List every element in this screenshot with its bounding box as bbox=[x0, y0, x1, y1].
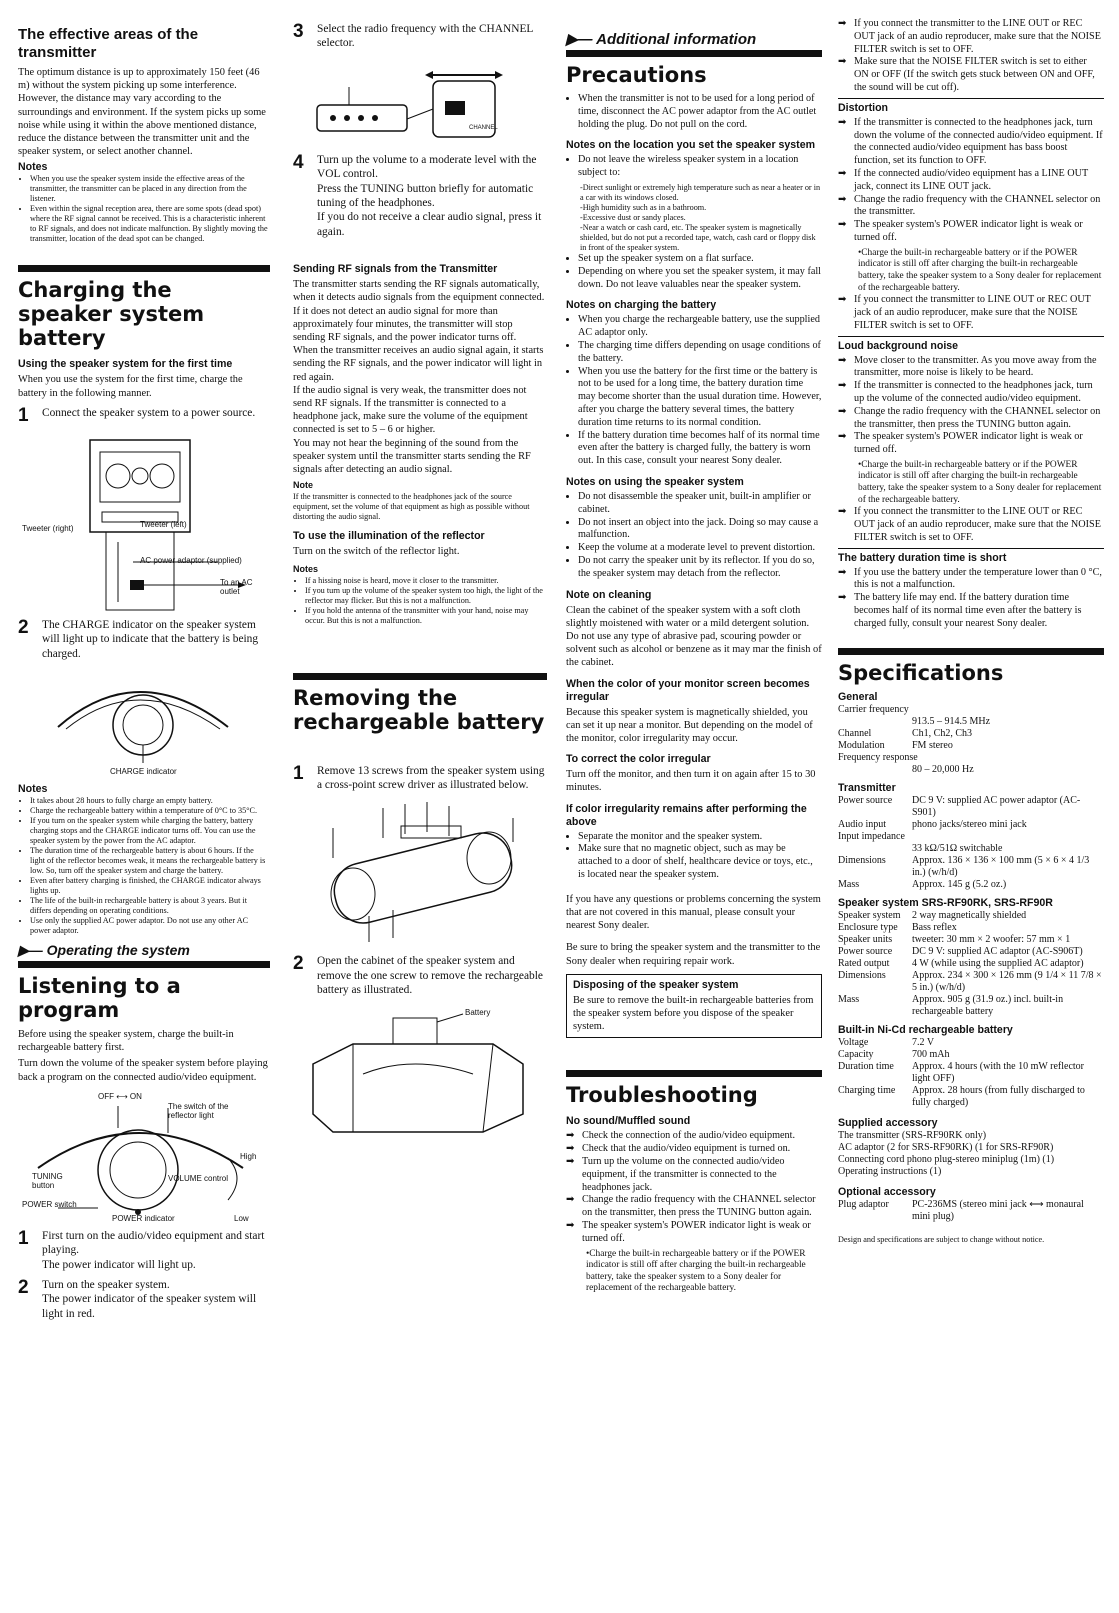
cleaning-heading: Note on cleaning bbox=[566, 588, 652, 601]
spec-value: Approx. 136 × 136 × 100 mm (5 × 6 × 4 1/3 in.) (w/h/d) bbox=[912, 854, 1090, 878]
off-on-label: OFF ⟷ ON bbox=[98, 1091, 142, 1101]
distortion-item: ➡ If the transmitter is connected to the headphones jack, turn down the volume of the connected audio/video equipment. If the connected audio/video equipment has bass boost function, set its function to OFF. bbox=[854, 117, 1104, 168]
step-number: 2 bbox=[18, 1277, 29, 1299]
troubleshooting-heading: Troubleshooting bbox=[566, 1083, 758, 1108]
step-text: If you do not receive a clear audio signal, press it again. bbox=[317, 211, 542, 238]
spec-value: phono jacks/stereo mini jack bbox=[912, 818, 1027, 830]
location-heading: Notes on the location you set the speaker system bbox=[566, 139, 816, 152]
distortion-list bbox=[838, 117, 1104, 245]
spec-value: DC 9 V: supplied AC power adaptor (AC-S901) bbox=[912, 794, 1081, 818]
note-item: • If you hold the antenna of the transmitter with your hand, noise may occur. But this is not a malfunction. bbox=[305, 606, 547, 626]
remove-step-2 bbox=[293, 954, 547, 997]
nosound-item: ➡ Turn up the volume on the connected audio/video equipment, if the transmitter is connected to the headphones jack. bbox=[582, 1156, 822, 1194]
additional-heading-text: Additional information bbox=[596, 31, 757, 48]
remains-item: • Make sure that no magnetic object, such as may be attached to a door of shelf, healthcare device or toys, etc., is located near the speaker system. bbox=[578, 843, 822, 881]
location-item: • Set up the speaker system on a flat surface. bbox=[578, 253, 822, 266]
spec-key: Voltage bbox=[838, 1036, 869, 1048]
specifications-heading: Specifications bbox=[838, 660, 1004, 685]
column-2 bbox=[293, 0, 547, 1138]
spec-value: Approx. 4 hours (with the 10 mW reflector light OFF) bbox=[912, 1060, 1084, 1084]
high-label: High bbox=[240, 1151, 257, 1161]
location-subitem: -High humidity such as in a bathroom. bbox=[580, 202, 707, 212]
nosound-item: ➡ Check that the audio/video equipment is turned on. bbox=[582, 1143, 822, 1156]
top-list bbox=[838, 18, 1104, 95]
note-item: • It takes about 28 hours to fully charge an empty battery. bbox=[30, 796, 270, 806]
spec-key: Mass bbox=[838, 878, 860, 890]
note-item: • When you use the speaker system inside the effective areas of the transmitter, the transmitter can be placed in any direction from the listener. bbox=[30, 174, 270, 204]
note-text: If the transmitter is connected to the headphones jack of the source equipment, set the volume of that equipment as high as possible without distorting the audio signal. bbox=[293, 492, 530, 522]
section-rule bbox=[18, 961, 270, 968]
nicd-table bbox=[838, 1037, 1104, 1109]
cleaning-body: Clean the cabinet of the speaker system with a soft cloth slightly moistened with water or a mild detergent solution. Do not use any type of abrasive pad, scouring powder or solvent such as alcohol or benzene as it may mar the finish of the cabinet. bbox=[566, 604, 822, 669]
note-item: • Charge the rechargeable battery within a temperature of 0°C to 35°C. bbox=[30, 806, 270, 816]
operating-heading: ▶— Operating the system bbox=[18, 942, 190, 959]
spec-key: Capacity bbox=[838, 1048, 874, 1060]
illumination-body: Turn on the switch of the reflector light. bbox=[293, 546, 460, 558]
spec-row bbox=[838, 795, 1104, 819]
note-item: • If you turn on the speaker system while charging the battery, battery charging stops and the CHARGE indicator turns off. You can use the speaker system by the power from the AC adaptor. bbox=[30, 816, 270, 846]
volume-control-label: VOLUME control bbox=[168, 1173, 229, 1183]
section-rule bbox=[566, 1070, 822, 1077]
reflector-switch-label: The switch of the reflector light bbox=[168, 1101, 229, 1120]
remains-heading: If color irregularity remains after performing the above bbox=[566, 802, 807, 828]
loud-item: ➡ If the transmitter is connected to the headphones jack, turn up the volume of the connected audio/video equipment. bbox=[854, 380, 1104, 406]
disposing-body: Be sure to remove the built-in rechargeable batteries from the speaker system before you dispose of the speaker system. bbox=[573, 994, 814, 1033]
spec-key: Charging time bbox=[838, 1084, 896, 1096]
transmitter-heading: Transmitter bbox=[838, 781, 896, 794]
spec-row bbox=[838, 879, 1104, 891]
charge-figure bbox=[18, 667, 270, 779]
notes-list bbox=[18, 174, 270, 244]
nosound-heading: No sound/Muffled sound bbox=[566, 1115, 691, 1128]
distortion-item: ➡ The speaker system's POWER indicator light is weak or turned off. bbox=[854, 219, 1104, 245]
duration-item: ➡ If you use the battery under the temperature lower than 0 °C, this is not a malfunction. bbox=[854, 567, 1104, 593]
loud-item: ➡ The speaker system's POWER indicator light is weak or turned off. bbox=[854, 431, 1104, 457]
supplied-item: Operating instructions (1) bbox=[838, 1165, 942, 1177]
distortion-list-2 bbox=[838, 294, 1104, 332]
step-3 bbox=[293, 22, 547, 51]
step-text: Remove 13 screws from the speaker system using a cross-point screw driver as illustrated below. bbox=[317, 764, 545, 791]
carrier-frequency-label: Carrier frequency bbox=[838, 703, 909, 715]
screws-illustration bbox=[293, 798, 547, 948]
spec-key: Duration time bbox=[838, 1060, 894, 1072]
spec-key: Modulation bbox=[838, 739, 885, 751]
section-rule bbox=[18, 265, 270, 272]
distortion-heading: Distortion bbox=[838, 101, 889, 114]
spec-key: Speaker system bbox=[838, 909, 901, 921]
spec-value: Approx. 905 g (31.9 oz.) incl. built-in rechargeable battery bbox=[912, 993, 1064, 1017]
spec-value: Approx. 28 hours (from fully discharged to fully charged) bbox=[912, 1084, 1085, 1108]
spec-row bbox=[838, 1061, 1104, 1085]
screws-figure bbox=[293, 798, 547, 948]
step-number: 2 bbox=[18, 616, 29, 638]
charging-item: • If the battery duration time becomes half of its normal time even after the battery is charged fully, the battery is worn out. In this case, consult your nearest Sony dealer. bbox=[578, 430, 822, 468]
first-time-heading: Using the speaker system for the first time bbox=[18, 358, 233, 371]
note-item: • If you turn up the volume of the speaker system too high, the light of the reflector may flicker. But this is not a malfunction. bbox=[305, 586, 547, 606]
section-rule bbox=[293, 673, 547, 680]
step-text: Press the TUNING button briefly for automatic tuning of the headphones. bbox=[317, 182, 534, 210]
spec-row bbox=[838, 855, 1104, 879]
step-number: 1 bbox=[293, 762, 304, 784]
rf-body: You may not hear the beginning of the sound from the speaker system until the transmitter starts sending the RF signals after detecting an audio signal. bbox=[293, 437, 531, 476]
using-list bbox=[566, 491, 822, 581]
using-item: • Do not disassemble the speaker unit, built-in amplifier or cabinet. bbox=[578, 491, 822, 517]
carrier-frequency-value: 913.5 – 914.5 MHz bbox=[912, 715, 991, 727]
loud-subitem: •Charge the built-in rechargeable battery or if the POWER indicator is still off after charging the built-in rechargeable battery, take the speaker system to a Sony dealer for replacement of the rechargeable battery. bbox=[858, 459, 1102, 505]
optional-heading: Optional accessory bbox=[838, 1185, 936, 1198]
location-subitem: -Excessive dust or sandy places. bbox=[580, 212, 686, 222]
notes-label: Notes bbox=[18, 161, 48, 174]
power-switch-label: POWER switch bbox=[22, 1199, 77, 1209]
spec-value: Approx. 234 × 300 × 126 mm (9 1/4 × 11 7/8 × 5 in.) (w/h/d) bbox=[912, 969, 1102, 993]
charge-indicator-label: CHARGE indicator bbox=[110, 767, 177, 777]
top-item: ➡ Make sure that the NOISE FILTER switch is set to either ON or OFF (If the switch gets stuck between ON and OFF, the sound will be cut off). bbox=[854, 56, 1104, 94]
speaker-heading: Speaker system SRS-RF90RK, SRS-RF90R bbox=[838, 896, 1053, 909]
transmitter-table-2 bbox=[838, 855, 1104, 891]
step-number: 3 bbox=[293, 21, 304, 42]
controls-figure bbox=[18, 1088, 270, 1223]
note-item: • Even within the signal reception area, there are some spots (dead spot) where the RF signal cannot be received. This is a characteristic inherent to RF signals, and does not indicate malfunction. By slightly moving the transmitter, location of the dead spot can be changed. bbox=[30, 204, 270, 244]
supplied-item: The transmitter (SRS-RF90RK only) bbox=[838, 1129, 987, 1141]
rf-body: If the audio signal is very weak, the transmitter does not send RF signals. If the transmitter is connected to a headphone jack, make sure the volume of the equipment connected is set to 5 – 6 or higher. bbox=[293, 384, 528, 436]
general-heading: General bbox=[838, 690, 878, 703]
speaker-power-figure bbox=[18, 432, 270, 612]
charging-notes-heading: Notes on charging the battery bbox=[566, 299, 717, 312]
duration-list bbox=[838, 567, 1104, 631]
charging-item: • When you charge the rechargeable battery, use the supplied AC adaptor only. bbox=[578, 314, 822, 340]
section-rule bbox=[566, 50, 822, 57]
nosound-item: ➡ Change the radio frequency with the CHANNEL selector on the transmitter, then press the TUNING button again. bbox=[582, 1194, 822, 1220]
distortion-item: ➡ Change the radio frequency with the CHANNEL selector on the transmitter. bbox=[854, 194, 1104, 220]
input-impedance-label: Input impedance bbox=[838, 830, 905, 842]
step-1 bbox=[18, 406, 270, 426]
channel-label: CHANNEL bbox=[469, 124, 498, 131]
illumination-notes-list bbox=[293, 576, 547, 626]
location-item: • Do not leave the wireless speaker system in a location subject to: bbox=[578, 154, 822, 180]
distortion-subitem: •Charge the built-in rechargeable battery or if the POWER indicator is still off after charging the built-in rechargeable battery, take the speaker system to a Sony dealer for replacement of the rechargeable battery. bbox=[858, 247, 1102, 293]
location-item: • Depending on where you set the speaker system, it may fall down. Do not leave valuables near the speaker system. bbox=[578, 266, 822, 292]
nosound-item: ➡ The speaker system's POWER indicator light is weak or turned off. bbox=[582, 1220, 822, 1246]
notes-label: Notes bbox=[293, 563, 319, 574]
additional-heading: ▶— Additional information bbox=[566, 31, 757, 48]
supplied-item: Connecting cord phono plug-stereo miniplug (1m) (1) bbox=[838, 1153, 1055, 1165]
charging-notes-list bbox=[18, 796, 270, 936]
note-item: • If a hissing noise is heard, move it closer to the transmitter. bbox=[305, 576, 547, 586]
spec-key: Power source bbox=[838, 945, 893, 957]
spec-value: DC 9 V: supplied AC adaptor (AC-S906T) bbox=[912, 945, 1083, 957]
spec-row bbox=[838, 1037, 1104, 1049]
step-text: Turn on the speaker system. bbox=[42, 1279, 170, 1292]
step-2 bbox=[18, 618, 270, 661]
low-label: Low bbox=[234, 1213, 249, 1223]
listening-body-1: Before using the speaker system, charge the built-in rechargeable battery first. bbox=[18, 1029, 234, 1054]
design-note: Design and specifications are subject to change without notice. bbox=[838, 1234, 1045, 1244]
nosound-subitem: •Charge the built-in rechargeable battery or if the POWER indicator is still off after charging the built-in rechargeable battery, take the speaker system to a Sony dealer for replacement of the rechargeable battery. bbox=[586, 1248, 806, 1294]
section-divider bbox=[838, 98, 1104, 99]
tweeter-left-label: Tweeter (left) bbox=[140, 519, 187, 529]
spec-value: 7.2 V bbox=[912, 1036, 935, 1048]
spec-key: Enclosure type bbox=[838, 921, 898, 933]
battery-figure bbox=[293, 1004, 547, 1134]
column-1 bbox=[18, 0, 270, 1327]
column-3 bbox=[566, 0, 822, 1295]
using-item: • Do not insert an object into the jack. Doing so may cause a malfunction. bbox=[578, 517, 822, 543]
transmitter-illustration bbox=[293, 57, 547, 147]
supplied-item: AC adaptor (2 for SRS-RF90RK) (1 for SRS-RF90R) bbox=[838, 1141, 1054, 1153]
operating-heading-text: Operating the system bbox=[46, 942, 190, 959]
nicd-heading: Built-in Ni-Cd rechargeable battery bbox=[838, 1023, 1013, 1036]
rf-body: If it does not detect an audio signal for more than approximately four minutes, the transmitter will stop sending RF signals, and the power indicator turns off. bbox=[293, 305, 517, 344]
ac-adaptor-label: AC power adaptor (supplied) bbox=[140, 555, 242, 565]
spec-key: Rated output bbox=[838, 957, 890, 969]
removing-heading: Removing the rechargeable battery bbox=[293, 685, 545, 734]
disposing-box bbox=[566, 974, 822, 1039]
location-sublist bbox=[566, 183, 822, 253]
spec-value: tweeter: 30 mm × 2 woofer: 57 mm × 1 bbox=[912, 933, 1071, 945]
disposing-heading: Disposing of the speaker system bbox=[573, 978, 739, 991]
battery-label: Battery bbox=[465, 1007, 491, 1017]
step-number: 1 bbox=[18, 1227, 29, 1249]
step-number: 1 bbox=[18, 404, 29, 426]
spec-row bbox=[838, 934, 1104, 946]
general-table bbox=[838, 728, 1104, 752]
spec-row bbox=[838, 740, 1104, 752]
step-number: 4 bbox=[293, 151, 304, 173]
spec-value: Ch1, Ch2, Ch3 bbox=[912, 727, 973, 739]
spec-row bbox=[838, 1199, 1104, 1223]
input-impedance-value: 33 kΩ/51Ω switchable bbox=[912, 842, 1003, 854]
spec-value: Bass reflex bbox=[912, 921, 957, 933]
illumination-heading: To use the illumination of the reflector bbox=[293, 530, 485, 543]
power-indicator-label: POWER indicator bbox=[112, 1213, 175, 1223]
spec-key: Audio input bbox=[838, 818, 887, 830]
spec-value: 4 W (while using the supplied AC adaptor) bbox=[912, 957, 1084, 969]
note-item: • The duration time of the rechargeable battery is about 6 hours. If the light of the reflector becomes weak, it means the rechargeable battery is low. So, turn off the speaker system and charge the battery. bbox=[30, 846, 270, 876]
rf-body: When the transmitter receives an audio signal again, it starts sending the RF signals, and the power indicator will light in red again. bbox=[293, 345, 544, 383]
loud-list-2 bbox=[838, 506, 1104, 544]
section-divider bbox=[838, 336, 1104, 337]
step-text: Open the cabinet of the speaker system and remove the one screw to remove the rechargeable battery as illustrated. bbox=[317, 955, 543, 997]
spec-key: Speaker units bbox=[838, 933, 893, 945]
frequency-response-value: 80 – 20,000 Hz bbox=[912, 763, 974, 775]
listening-heading: Listening to a program bbox=[18, 974, 181, 1023]
remains-list bbox=[566, 831, 822, 882]
spec-key: Power source bbox=[838, 794, 893, 806]
distortion-item: ➡ If the connected audio/video equipment has a LINE OUT jack, connect its LINE OUT jack. bbox=[854, 168, 1104, 194]
charging-item: • The charging time differs depending on usage conditions of the battery. bbox=[578, 340, 822, 366]
spec-key: Dimensions bbox=[838, 969, 886, 981]
step-number: 2 bbox=[293, 953, 304, 975]
step-text: Turn up the volume to a moderate level with the VOL control. bbox=[317, 153, 537, 181]
reflector-illustration bbox=[18, 667, 270, 767]
first-time-body: When you use the system for the first time, charge the battery in the following manner. bbox=[18, 374, 243, 399]
spec-key: Dimensions bbox=[838, 854, 886, 866]
listening-step-2 bbox=[18, 1278, 270, 1321]
spec-row bbox=[838, 958, 1104, 970]
loud-list bbox=[838, 355, 1104, 457]
note-item: • The life of the built-in rechargeable battery is about 3 years. But it differs depending on operating conditions. bbox=[30, 896, 270, 916]
spec-row bbox=[838, 728, 1104, 740]
spec-row bbox=[838, 922, 1104, 934]
nosound-list bbox=[566, 1130, 822, 1245]
speaker-table bbox=[838, 910, 1104, 1018]
note-item: • Use only the supplied AC power adaptor. Do not use any other AC power adaptor. bbox=[30, 916, 270, 936]
spec-row bbox=[838, 946, 1104, 958]
step-text: Select the radio frequency with the CHANNEL selector. bbox=[317, 23, 533, 50]
nosound-item: ➡ Check the connection of the audio/video equipment. bbox=[582, 1130, 822, 1143]
spec-value: 700 mAh bbox=[912, 1048, 950, 1060]
spec-row bbox=[838, 819, 1104, 831]
location-list bbox=[566, 154, 822, 180]
location-subitem: -Direct sunlight or extremely high temperature such as near a heater or in a car with its windows closed. bbox=[580, 182, 821, 202]
listening-step-1 bbox=[18, 1229, 270, 1272]
spec-key: Channel bbox=[838, 727, 872, 739]
spec-row bbox=[838, 994, 1104, 1018]
ac-outlet-label: To an AC outlet bbox=[220, 577, 253, 596]
spec-value: PC-236MS (stereo mini jack ⟷ monaural mini plug) bbox=[912, 1198, 1084, 1222]
charging-item: • When you use the battery for the first time or the battery is not to be used for a long time, the battery duration time may become shorter than the usual duration time. However, after you charge the battery several times, the battery duration time returns to its normal condition. bbox=[578, 366, 822, 430]
remains-item: • Separate the monitor and the speaker system. bbox=[578, 831, 822, 844]
loud-item: ➡ If you connect the transmitter to the LINE OUT or REC OUT jack of an audio reproducer, make sure that the NOISE FILTER switch is set to OFF. bbox=[854, 506, 1104, 544]
spec-value: 2 way magnetically shielded bbox=[912, 909, 1027, 921]
step-text: The power indicator of the speaker system will light in red. bbox=[42, 1293, 257, 1320]
effective-areas-body: The optimum distance is up to approximately 150 feet (46 m) without the system picking up some interference. However, the distance may vary according to the surroundings and environment. If the system picks up some noise while using it within the above mentioned distance, reduce the distance between the transmitter unit and the speaker system, or select another channel. bbox=[18, 67, 266, 158]
step-text: The power indicator will light up. bbox=[42, 1258, 196, 1271]
supplied-list bbox=[838, 1130, 1104, 1178]
step-text: The CHARGE indicator on the speaker system will light up to indicate that the battery is being charged. bbox=[42, 618, 259, 660]
channel-figure bbox=[293, 57, 547, 147]
transmitter-table bbox=[838, 795, 1104, 831]
remove-step-1 bbox=[293, 764, 547, 793]
precaution-item: • When the transmitter is not to be used for a long period of time, disconnect the AC power adaptor from the AC outlet holding the plug. Do not pull on the cord. bbox=[578, 93, 822, 131]
irregular-heading: When the color of your monitor screen becomes irregular bbox=[566, 677, 810, 703]
notes-label: Notes bbox=[18, 783, 48, 796]
using-item: • Keep the volume at a moderate level to prevent distortion. bbox=[578, 542, 822, 555]
spec-value: Approx. 145 g (5.2 oz.) bbox=[912, 878, 1007, 890]
rf-body: The transmitter starts sending the RF signals automatically, when it detects audio signals from the equipment connected. bbox=[293, 279, 545, 304]
section-rule bbox=[838, 648, 1104, 655]
irregular-body: Because this speaker system is magnetically shielded, you can set it up near a monitor. But depending on the model of the monitor, color irregularity may occur. bbox=[566, 706, 813, 744]
spec-key: Mass bbox=[838, 993, 860, 1005]
using-item: • Do not carry the speaker unit by its reflector. If you do so, the speaker system may detach from the reflector. bbox=[578, 555, 822, 581]
correct-body: Turn off the monitor, and then turn it on again after 15 to 30 minutes. bbox=[566, 769, 816, 794]
step-4 bbox=[293, 153, 547, 239]
charging-heading: Charging the speaker system battery bbox=[18, 278, 205, 351]
tweeter-right-label: Tweeter (right) bbox=[22, 523, 74, 533]
bring-text: Be sure to bring the speaker system and the transmitter to the Sony dealer when requiring repair work. bbox=[566, 942, 821, 967]
location-list-2 bbox=[566, 253, 822, 291]
spec-row bbox=[838, 910, 1104, 922]
loud-heading: Loud background noise bbox=[838, 339, 959, 352]
supplied-heading: Supplied accessory bbox=[838, 1116, 938, 1129]
spec-row bbox=[838, 1049, 1104, 1061]
step-text: Connect the speaker system to a power source. bbox=[42, 406, 256, 419]
top-item: ➡ If you connect the transmitter to the LINE OUT or REC OUT jack of an audio reproducer, make sure that the NOISE FILTER switch is set to OFF. bbox=[854, 18, 1104, 56]
tuning-button-label: TUNING button bbox=[32, 1171, 63, 1190]
frequency-response-label: Frequency response bbox=[838, 751, 918, 763]
section-divider bbox=[838, 548, 1104, 549]
loud-item: ➡ Move closer to the transmitter. As you move away from the transmitter, more noise is likely to be heard. bbox=[854, 355, 1104, 381]
precautions-heading: Precautions bbox=[566, 63, 707, 87]
column-4 bbox=[838, 0, 1104, 1248]
step-text: First turn on the audio/video equipment and start playing. bbox=[42, 1229, 265, 1257]
precautions-list bbox=[566, 93, 822, 131]
duration-item: ➡ The battery life may end. If the battery duration time becomes half of its normal time even after the battery is charged fully, consult your nearest Sony dealer. bbox=[854, 592, 1104, 630]
spec-value: FM stereo bbox=[912, 739, 953, 751]
location-subitem: -Near a watch or cash card, etc. The speaker system is magnetically shielded, but do not put a recorded tape, watch, cash card or floppy disk in front of the speaker system. bbox=[580, 222, 816, 252]
spec-row bbox=[838, 1085, 1104, 1109]
charging-notes-list bbox=[566, 314, 822, 468]
spec-key: Plug adaptor bbox=[838, 1198, 889, 1210]
note-item: • Even after battery charging is finished, the CHARGE indicator always lights up. bbox=[30, 876, 270, 896]
loud-item: ➡ Change the radio frequency with the CHANNEL selector on the transmitter, then press the TUNING button again. bbox=[854, 406, 1104, 432]
optional-table bbox=[838, 1199, 1104, 1223]
effective-areas-heading: The effective areas of the transmitter bbox=[18, 26, 199, 61]
rf-heading: Sending RF signals from the Transmitter bbox=[293, 263, 498, 276]
spec-row bbox=[838, 970, 1104, 994]
correct-heading: To correct the color irregular bbox=[566, 753, 711, 766]
questions-text: If you have any questions or problems concerning the system that are not covered in this manual, please consult your nearest Sony dealer. bbox=[566, 893, 821, 932]
using-heading: Notes on using the speaker system bbox=[566, 475, 744, 488]
distortion-item: ➡ If you connect the transmitter to LINE OUT or REC OUT jack of an audio reproducer, make sure that the NOISE FILTER switch is set to OFF. bbox=[854, 294, 1104, 332]
duration-heading: The battery duration time is short bbox=[838, 551, 1007, 564]
battery-illustration bbox=[293, 1004, 547, 1134]
note-label: Note bbox=[293, 480, 313, 491]
listening-body-2: Turn down the volume of the speaker system before playing back a program on the connected audio/video equipment. bbox=[18, 1058, 268, 1083]
